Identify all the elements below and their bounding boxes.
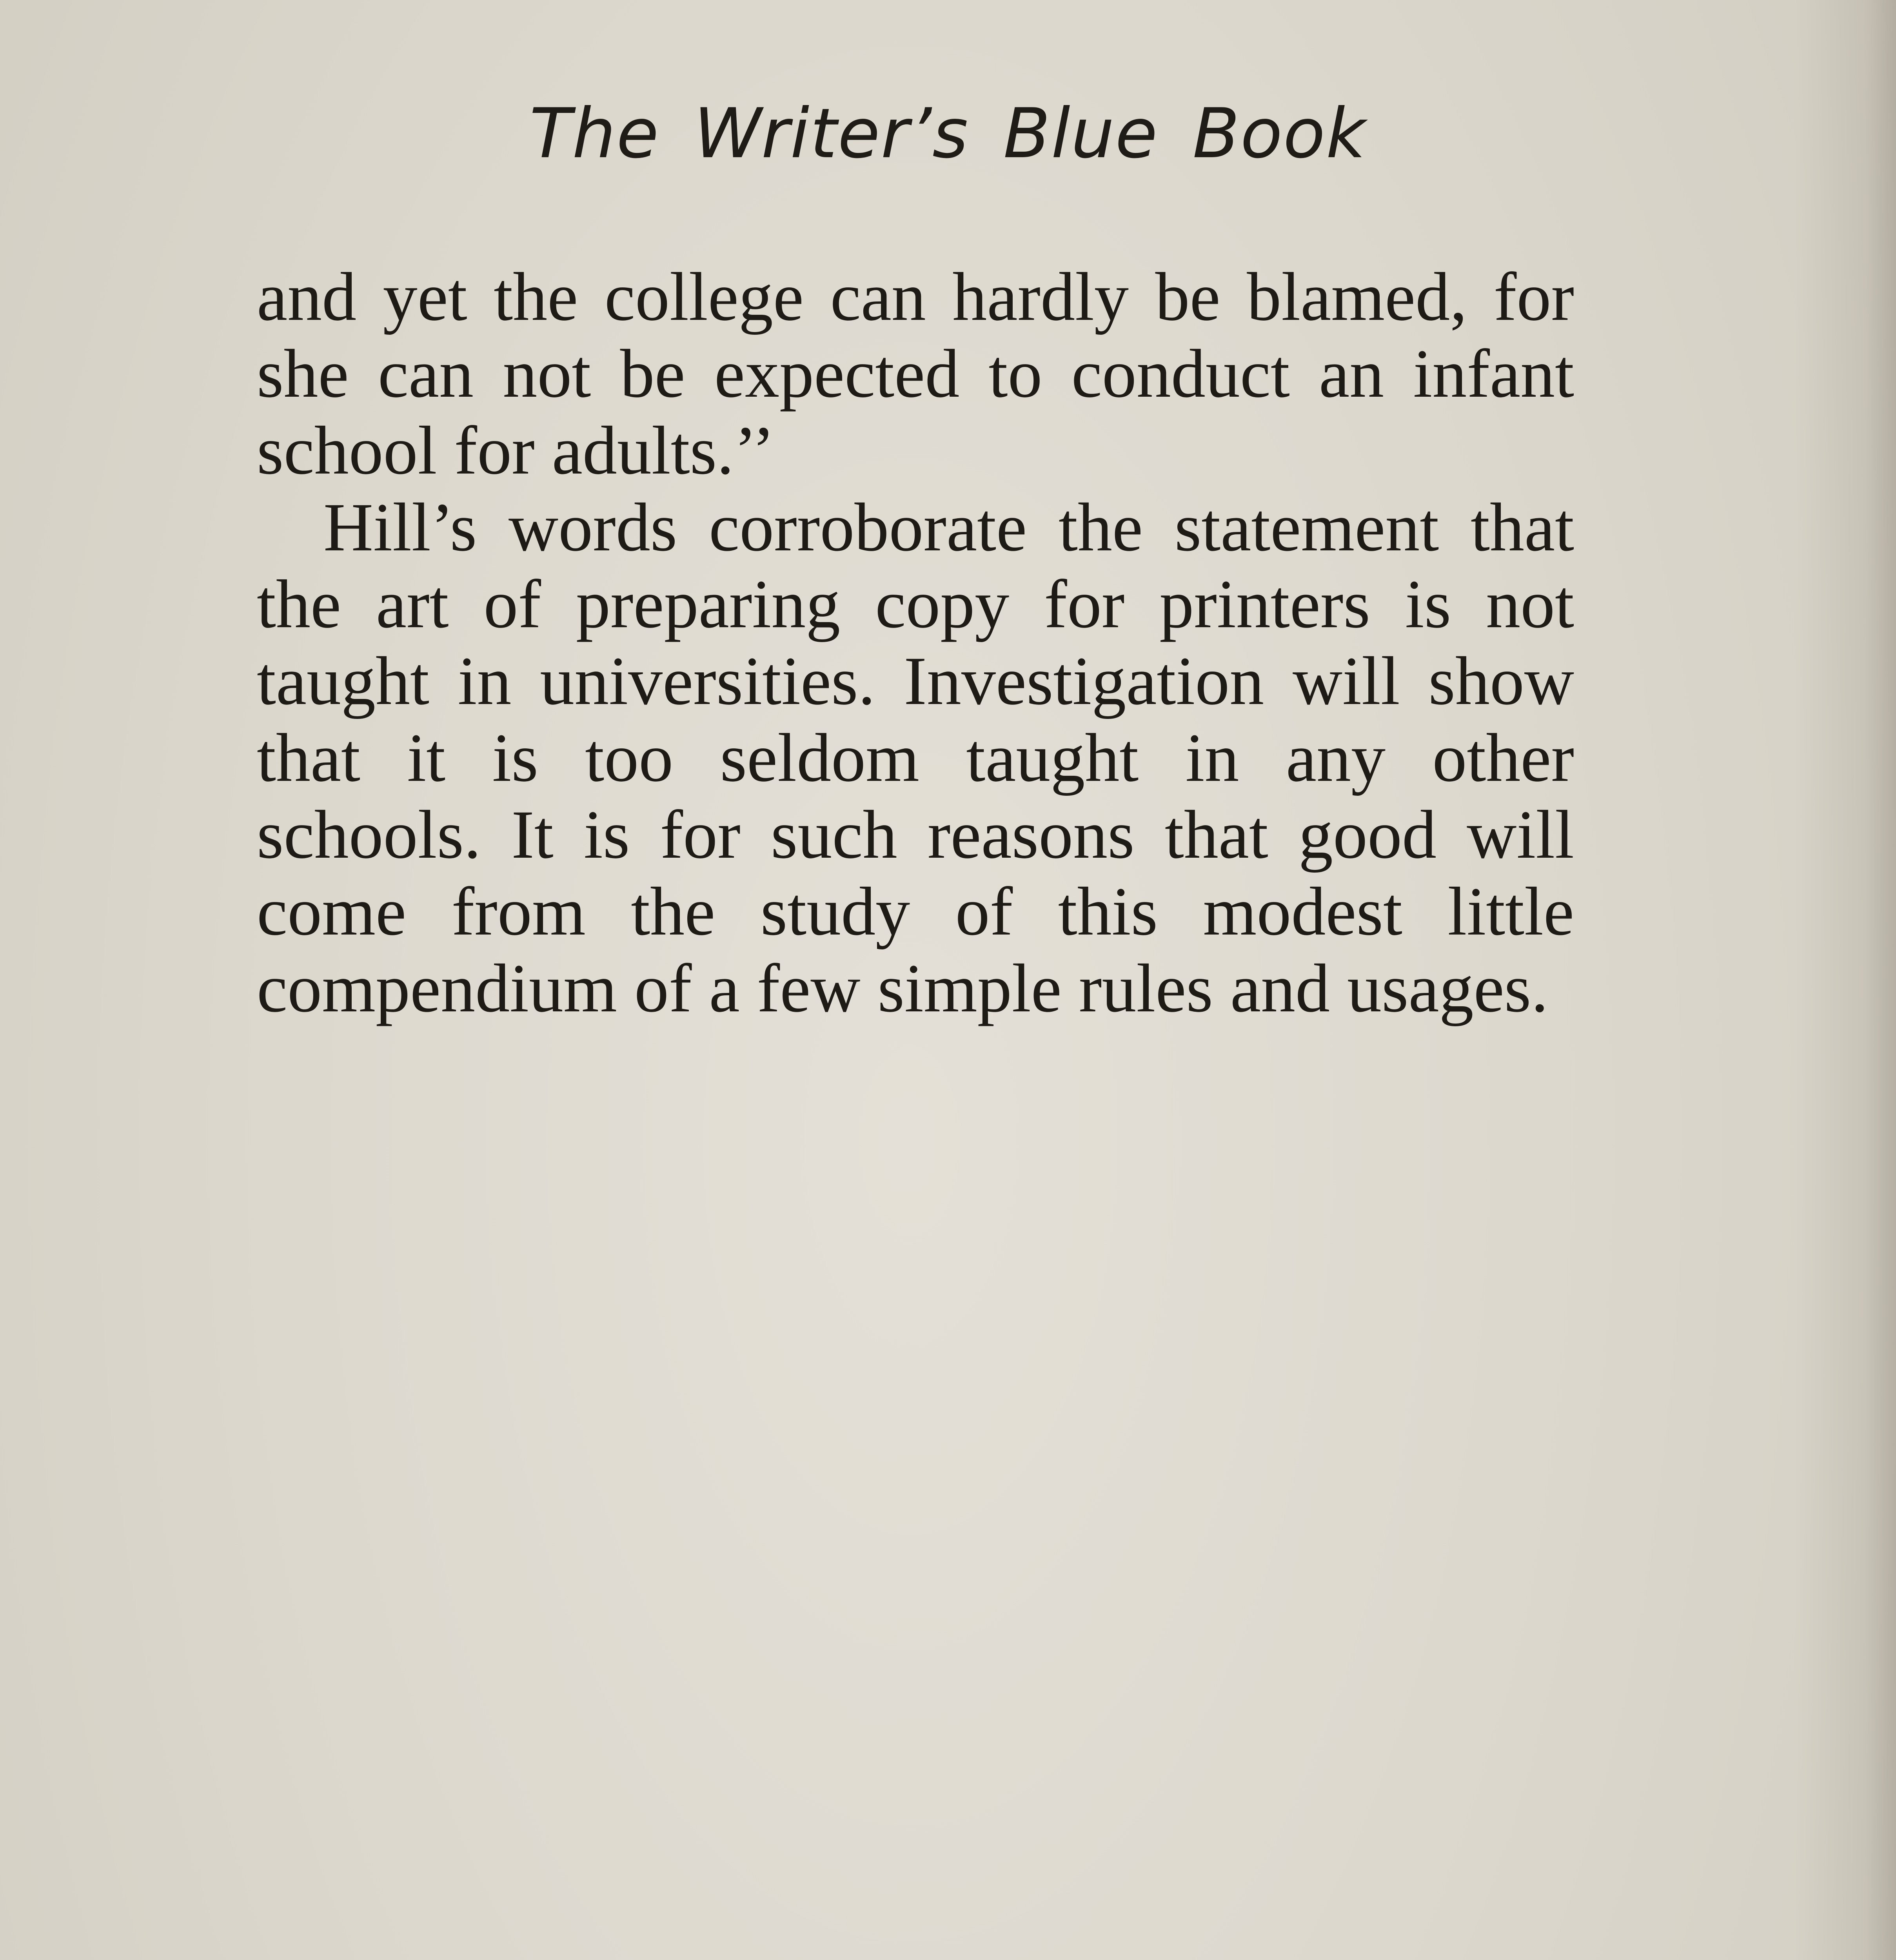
paragraph: Hill’s words corroborate the statement that the art of preparing copy for printers is not taught in universities. Investigation will show that it is too seldom taught in any other schools. It is for such reasons that good will come from the study of this modest little compendium of a few simple rules and usages. bbox=[257, 489, 1574, 1027]
running-head: The Writer’s Blue Book bbox=[529, 94, 1367, 174]
body-text bbox=[257, 259, 1574, 1027]
paragraph-continued: and yet the college can hardly be blamed, for she can not be expected to conduct an infant school for adults.’’ bbox=[257, 259, 1574, 489]
page-edge-shadow bbox=[1794, 0, 1896, 1960]
